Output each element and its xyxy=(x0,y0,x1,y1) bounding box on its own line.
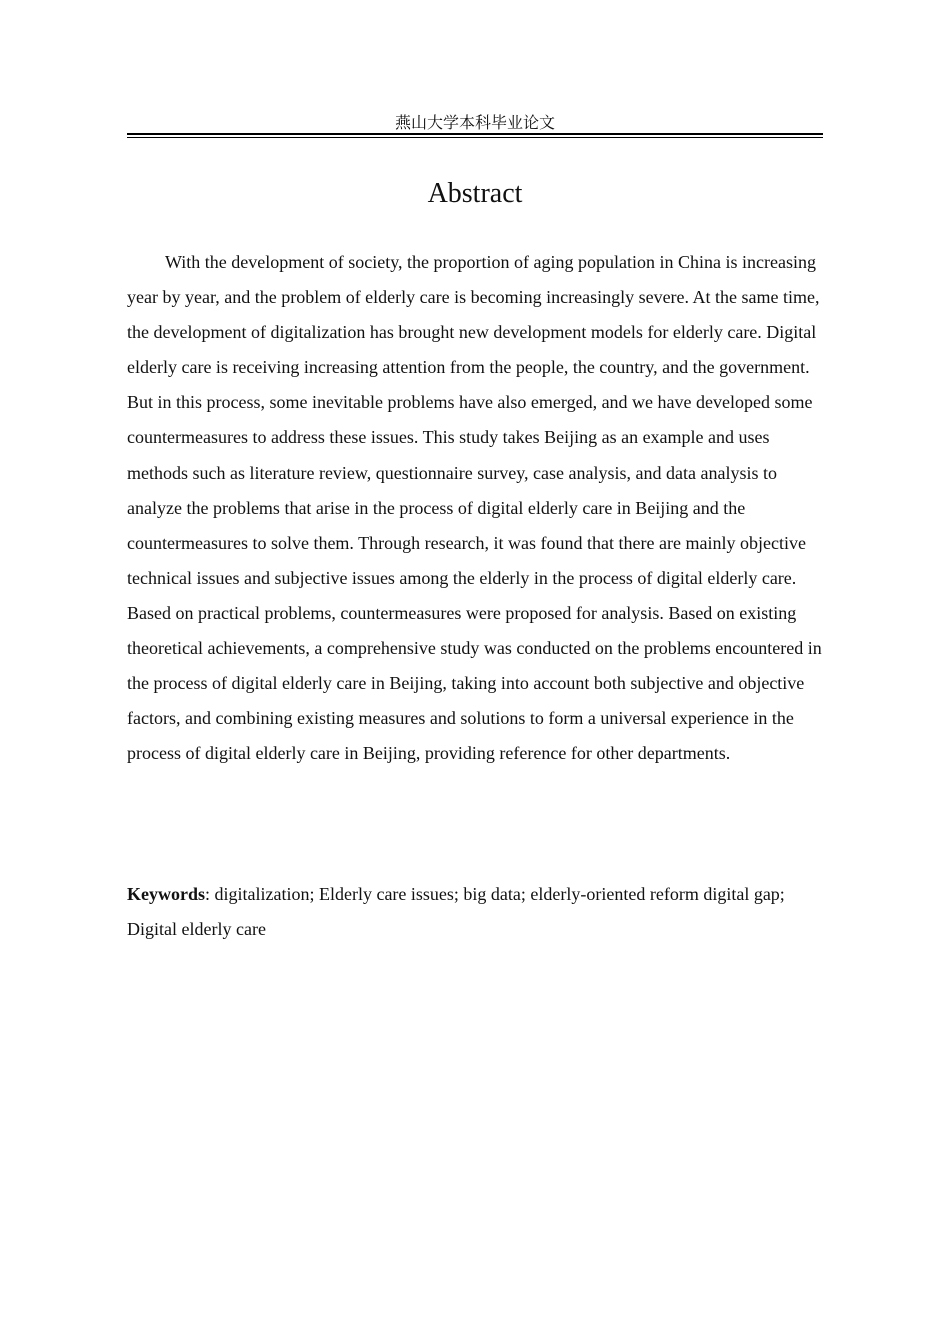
running-header: 燕山大学本科毕业论文 xyxy=(394,113,555,132)
abstract-body: With the development of society, the proportion of aging population in China is increasing year by year, and the problem of elderly care is becoming increasingly severe. At the same time, the development of digitalization has brought new development models for elderly care. Digital elderly care is receiving increasing attention from the people, the country, and the government. But in this process, some inevitable problems have also emerged, and we have developed some countermeasures to address these issues. This study takes Beijing as an example and uses methods such as literature review, questionnaire survey, case analysis, and data analysis to analyze the problems that arise in the process of digital elderly care in Beijing and the countermeasures to solve them. Through research, it was found that there are mainly objective technical issues and subjective issues among the elderly in the process of digital elderly care. Based on practical problems, countermeasures were proposed for analysis. Based on existing theoretical achievements, a comprehensive study was conducted on the problems encountered in the process of digital elderly care in Beijing, taking into account both subjective and objective factors, and combining existing measures and solutions to form a universal experience in the process of digital elderly care in Beijing, providing reference for other departments. xyxy=(127,252,822,764)
keywords-text: : digitalization; Elderly care issues; big data; elderly-oriented reform digital gap; Digital elderly care xyxy=(127,884,785,939)
keywords-paragraph xyxy=(127,877,823,947)
abstract-title: Abstract xyxy=(427,178,523,209)
header-double-rule xyxy=(127,133,823,138)
keywords-label: Keywords xyxy=(127,884,205,904)
